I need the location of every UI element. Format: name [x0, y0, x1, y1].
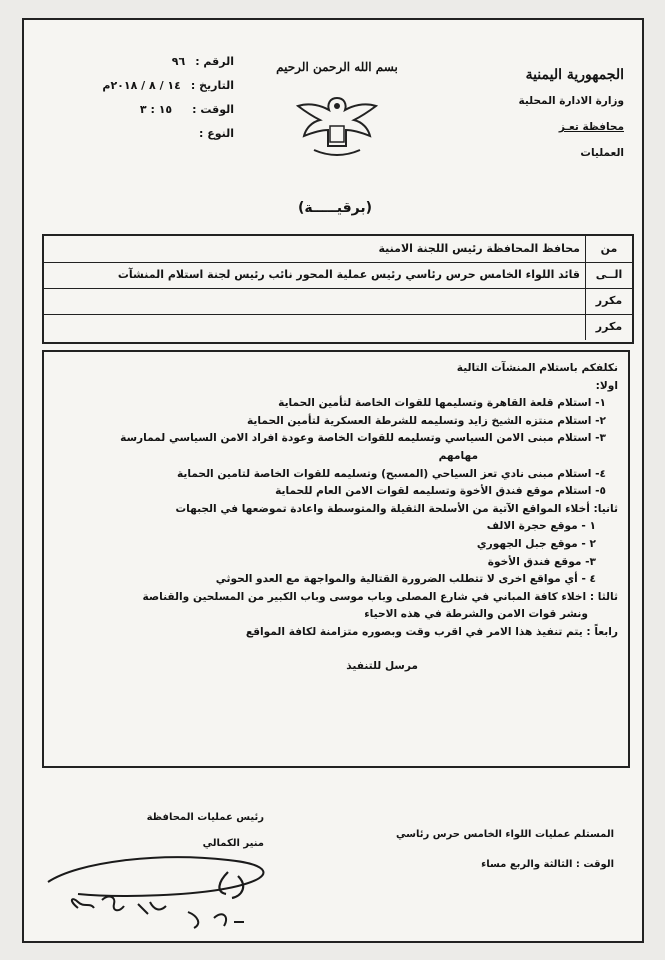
date-label: التاريخ : — [190, 79, 234, 92]
type-row — [54, 122, 234, 146]
body-line: مهامهم — [438, 449, 478, 462]
to-label: الــى — [585, 262, 632, 288]
time-row — [54, 98, 234, 122]
reference-block — [54, 50, 234, 146]
body-line: اولا: — [595, 379, 618, 392]
number-value: ٩٦ — [171, 55, 186, 68]
body-line: ثانيا: أخلاء المواقع الآتية من الأسلحة الثقيلة والمتوسطة واعادة تموضعها في الجبهات — [175, 502, 618, 515]
from-row — [44, 236, 632, 263]
body-line: ٢- استلام منتزه الشيخ زايد وتسليمه للشرطة العسكرية لتأمين الحماية — [246, 414, 606, 427]
telegram-document — [22, 18, 644, 943]
eagle-emblem-icon — [294, 90, 380, 160]
ministry-name: وزارة الادارة المحلية — [518, 95, 624, 107]
body-line: ١ - موقع حجرة الالف — [486, 520, 596, 533]
document-title: (برقيـــــة) — [297, 200, 373, 216]
dispatch-note: مرسل للتنفيذ — [346, 659, 418, 672]
handwritten-signature — [38, 842, 288, 932]
number-row — [54, 50, 234, 74]
receipt-block — [374, 820, 614, 880]
body-line: ٥- استلام موقع فندق الأخوة وتسليمه لقوات الامن العام للحماية — [275, 485, 606, 498]
cc-value-1 — [48, 288, 580, 314]
ops-head-name: منير الكمالي — [202, 838, 264, 849]
body-line: ٢ - موقع جبل الجهوري — [476, 537, 596, 550]
cc-label-2: مكرر — [585, 314, 632, 340]
cc-label-1: مكرر — [585, 288, 632, 314]
date-row — [54, 74, 234, 98]
from-value: محافظ المحافظة رئيس اللجنة الامنية — [378, 242, 580, 255]
body-line: نكلفكم باستلام المنشآت التالية — [456, 362, 618, 374]
department-name: العمليات — [580, 147, 624, 159]
ops-head-title: رئيس عمليات المحافظة — [146, 812, 264, 823]
date-value: ١٤ / ٨ / ٢٠١٨م — [102, 79, 181, 92]
body-line: ١- استلام قلعة القاهرة وتسليمها للقوات الخاصة لتأمين الحماية — [278, 397, 606, 410]
cc-row-1 — [44, 288, 632, 315]
to-value: قائد اللواء الخامس حرس رئاسي رئيس عملية المحور نائب رئيس لجنة استلام المنشآت — [117, 268, 580, 281]
body-line: ٣- استلام مبنى الامن السياسي وتسليمه للقوات الخاصة وعودة افراد الامن السياسي لممارسة — [120, 432, 606, 445]
issuer-block — [484, 62, 624, 166]
cc-row-2 — [44, 314, 632, 340]
message-body — [42, 350, 630, 768]
receive-time: الوقت : الثالثة والربع مساء — [481, 859, 614, 870]
type-value — [54, 122, 199, 146]
gov-name: الجمهورية اليمنية — [525, 67, 624, 83]
body-line: ثالثا : اخلاء كافة المباني في شارع المصلى وباب موسى وباب الكبير من المسلحين والقناصة — [142, 590, 618, 603]
number-label: الرقم : — [195, 55, 234, 68]
body-line: ٣- موقع فندق الأخوة — [487, 555, 596, 568]
time-label: الوقت : — [192, 103, 234, 116]
time-value: ١٥ : ٣ — [139, 103, 173, 116]
governorate-name: محافظة تعـز — [558, 121, 624, 133]
receiver: المستلم عمليات اللواء الخامس حرس رئاسي — [396, 829, 614, 840]
body-line: ٤- استلام مبنى نادي تعز السياحي (المسبح) وتسليمه للقوات الخاصة لتامين الحماية — [176, 467, 606, 480]
body-line — [54, 642, 618, 658]
body-line: رابعاً : يتم تنفيذ هذا الامر في اقرب وقت وبصوره متزامنة لكافة المواقع — [245, 625, 618, 638]
body-line: ونشر قوات الامن والشرطة في هذه الاحياء — [364, 608, 588, 621]
basmala: بسم الله الرحمن الرحيم — [276, 60, 398, 74]
from-label: من — [585, 236, 632, 262]
addressing-table — [42, 234, 634, 344]
body-line: ٤ - أي مواقع اخرى لا تتطلب الضرورة القتالية والمواجهة مع العدو الحوثي — [215, 573, 596, 586]
type-label: النوع : — [198, 127, 234, 140]
to-row — [44, 262, 632, 289]
cc-value-2 — [48, 314, 580, 340]
